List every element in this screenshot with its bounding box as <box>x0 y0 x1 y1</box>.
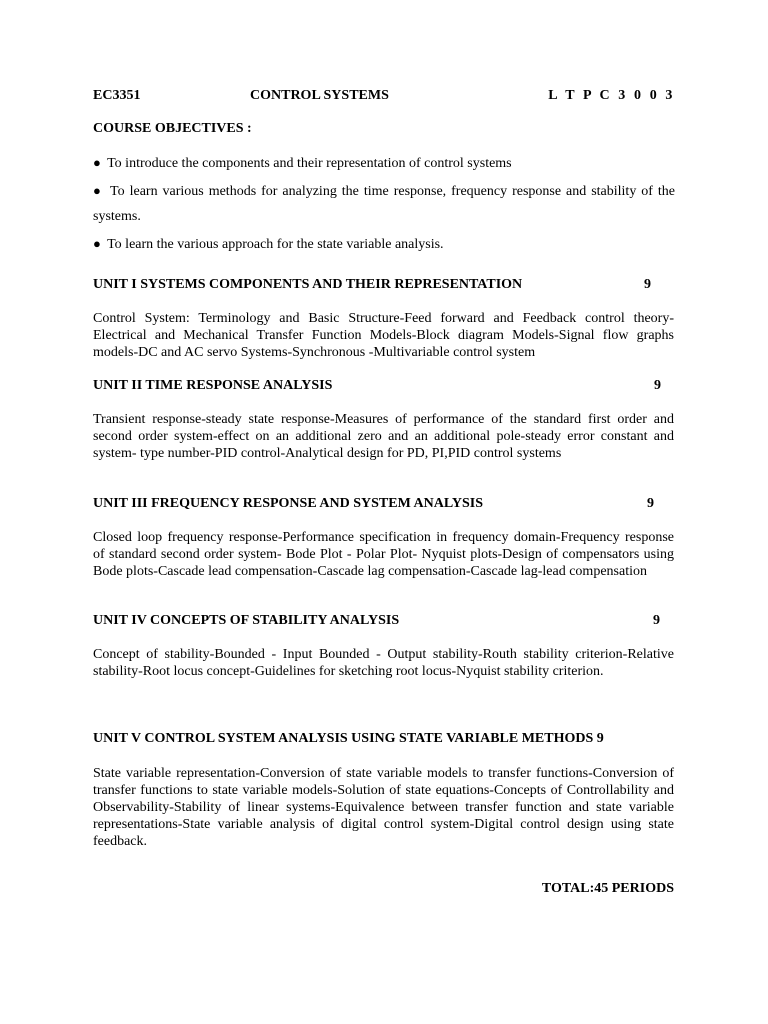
bullet-icon: ● <box>93 236 101 251</box>
unit-hours: 9 <box>654 378 661 393</box>
unit-title: UNIT I SYSTEMS COMPONENTS AND THEIR REPRESENTATION <box>93 277 523 292</box>
unit-title: UNIT V CONTROL SYSTEM ANALYSIS USING STATE VARIABLE METHODS 9 <box>93 731 604 746</box>
unit-title: UNIT IV CONCEPTS OF STABILITY ANALYSIS <box>93 613 400 628</box>
objective-item <box>93 178 675 229</box>
objectives-heading: COURSE OBJECTIVES : <box>93 121 252 136</box>
unit-content: State variable representation-Conversion of state variable models to transfer functions-Conversion of transfer functions to state variable models-Solution of state equations-Concepts of Controllability and Observability-Stability of linear systems-Equivalence between transfer function and state variable representations-State variable analysis of digital control system-Digital control design using state feedback. <box>93 766 674 849</box>
unit-content: Concept of stability-Bounded - Input Bounded - Output stability-Routh stability criterion-Relative stability-Root locus concept-Guidelines for sketching root locus-Nyquist stability criterion. <box>93 647 674 679</box>
course-title: CONTROL SYSTEMS <box>250 88 389 103</box>
unit-heading <box>93 277 651 293</box>
total-periods: TOTAL:45 PERIODS <box>541 881 674 896</box>
unit-hours: 9 <box>647 496 654 511</box>
objective-item <box>93 150 675 176</box>
unit-content: Closed loop frequency response-Performance specification in frequency domain-Frequency response of standard second order system- Bode Plot - Polar Plot- Nyquist plots-Design of compensators using Bode plots-Cascade lead compensation-Cascade lag compensation-Cascade lag-lead compensation <box>93 530 674 579</box>
unit-heading <box>93 378 661 394</box>
bullet-icon: ● <box>93 183 103 198</box>
objective-text: To learn the various approach for the state variable analysis. <box>107 237 444 252</box>
unit-title: UNIT II TIME RESPONSE ANALYSIS <box>93 378 333 393</box>
course-code: EC3351 <box>93 88 141 103</box>
objective-item <box>93 231 675 257</box>
unit-title: UNIT III FREQUENCY RESPONSE AND SYSTEM ANALYSIS <box>93 496 484 511</box>
objective-text: To learn various methods for analyzing the time response, frequency response and stability of the systems. <box>93 184 676 224</box>
unit-hours: 9 <box>644 277 651 292</box>
objective-text: To introduce the components and their representation of control systems <box>107 156 512 171</box>
unit-hours: 9 <box>653 613 660 628</box>
course-header <box>93 88 675 106</box>
bullet-icon: ● <box>93 155 101 170</box>
unit-heading <box>93 731 604 747</box>
unit-heading <box>93 496 654 512</box>
ltpc-credits: L T P C 3 0 0 3 <box>548 88 675 103</box>
unit-content: Transient response-steady state response-Measures of performance of the standard first order and second order system-effect on an additional zero and an additional pole-steady error constant and system- type number-PID control-Analytical design for PD, PI,PID control systems <box>93 412 674 461</box>
unit-content: Control System: Terminology and Basic Structure-Feed forward and Feedback control theory-Electrical and Mechanical Transfer Function Models-Block diagram Models-Signal flow graphs models-DC and AC servo Systems-Synchronous -Multivariable control system <box>93 311 674 360</box>
unit-heading <box>93 613 660 629</box>
